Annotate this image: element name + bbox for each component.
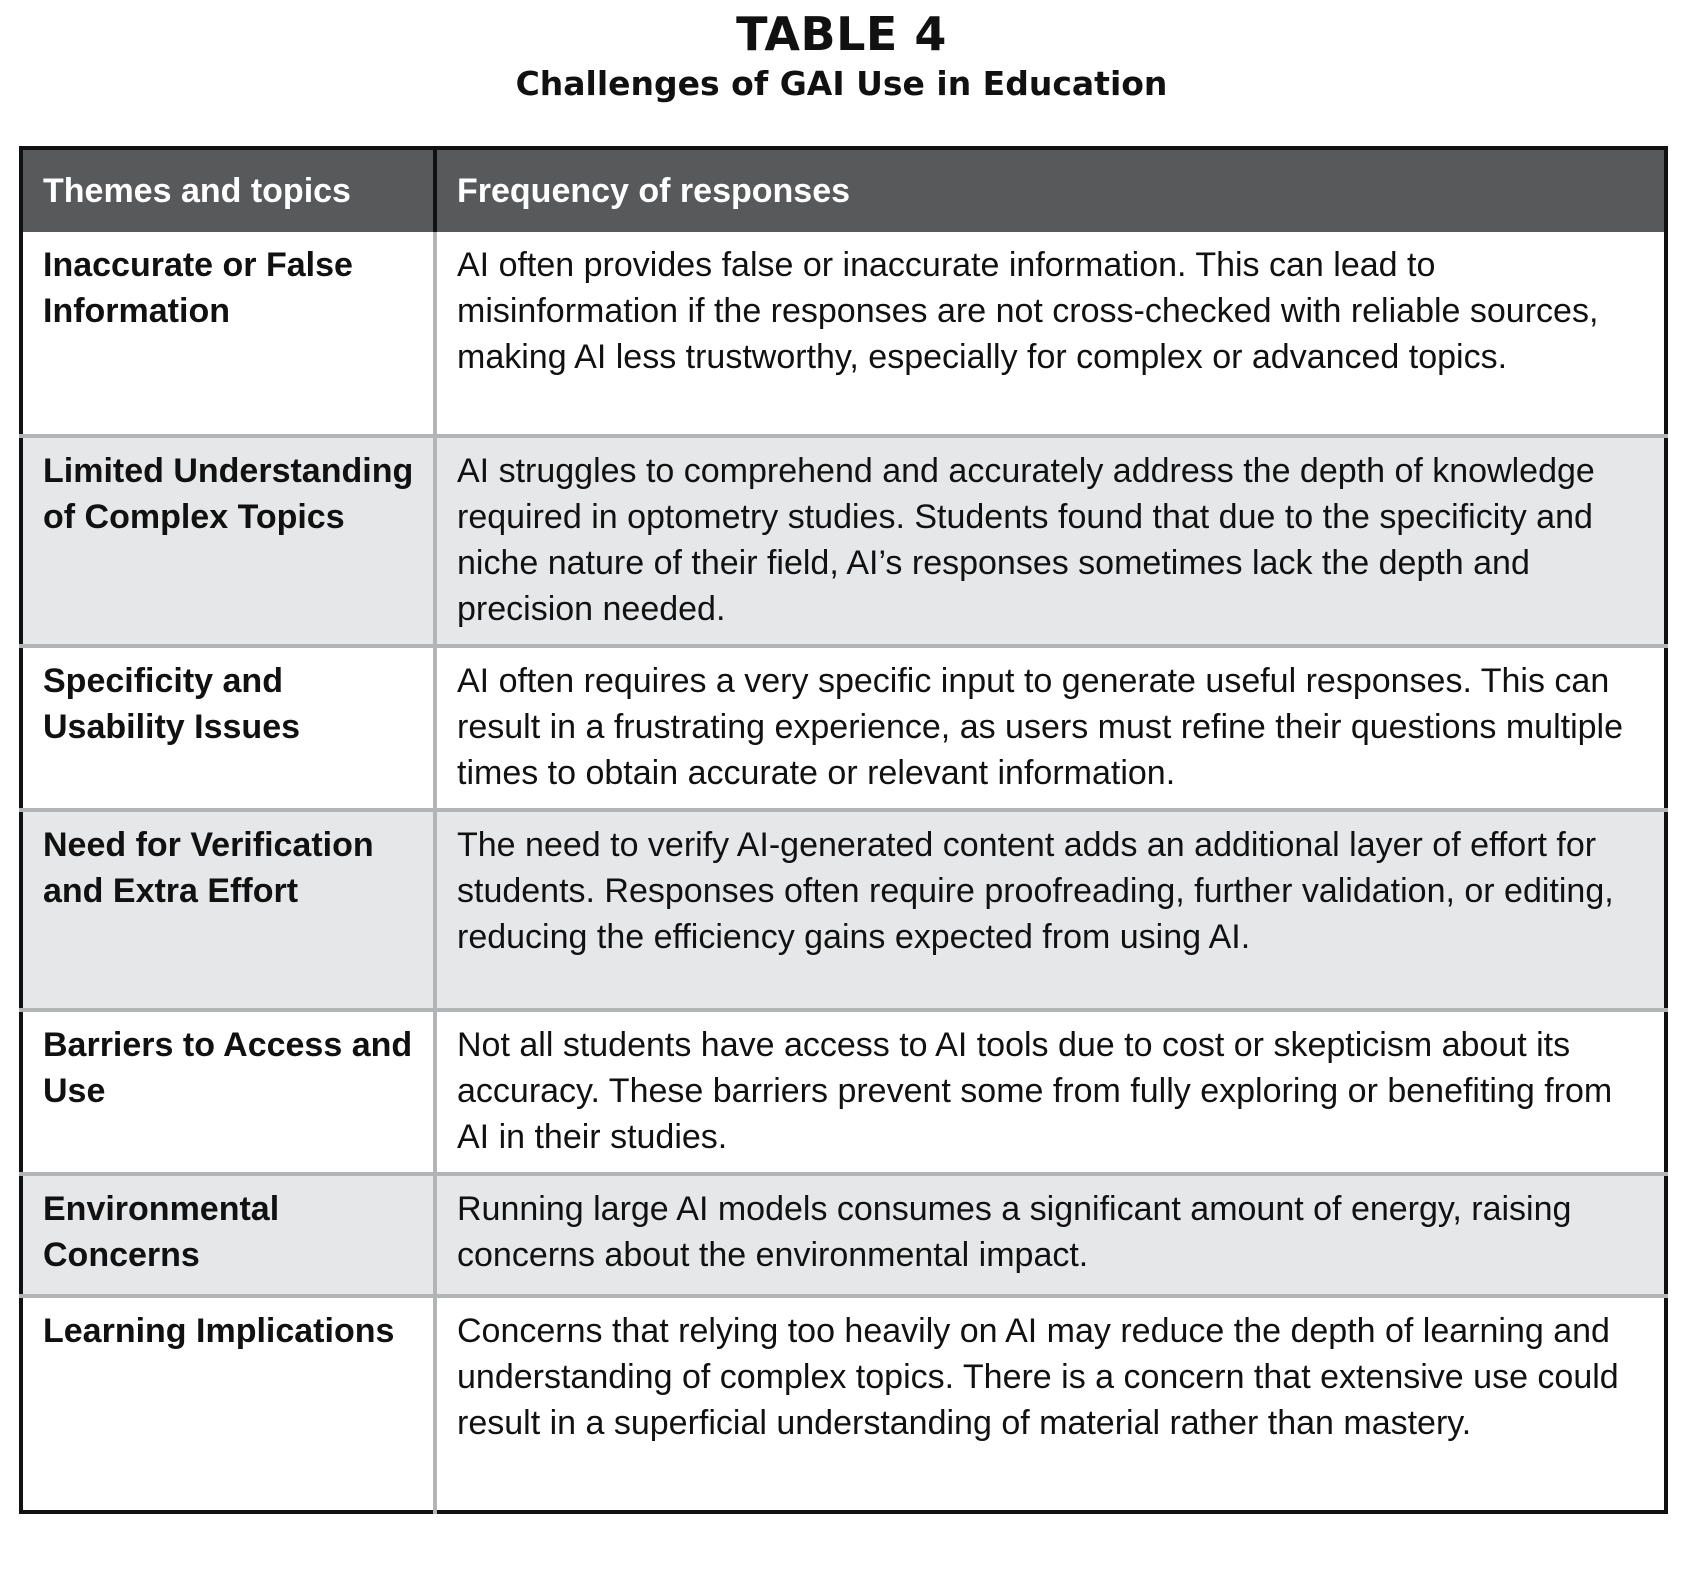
table-row bbox=[21, 1174, 1666, 1296]
table-row bbox=[21, 436, 1666, 646]
theme-cell: Specificity and Usability Issues bbox=[21, 646, 435, 810]
table-row bbox=[21, 232, 1666, 436]
table-row bbox=[21, 810, 1666, 1010]
theme-cell: Inaccurate or False Information bbox=[21, 232, 435, 436]
theme-cell: Barriers to Access and Use bbox=[21, 1010, 435, 1174]
table-header bbox=[21, 148, 1666, 232]
description-cell: Concerns that relying too heavily on AI may reduce the depth of learning and understanding of complex topics. There is a concern that extensive use could result in a superficial understanding of material rather than mastery. bbox=[435, 1296, 1666, 1512]
description-cell: AI often provides false or inaccurate information. This can lead to misinformation if the responses are not cross-checked with reliable sources, making AI less trustworthy, especially for complex or advanced topics. bbox=[435, 232, 1666, 436]
description-cell: The need to verify AI-generated content adds an additional layer of effort for students. Responses often require proofreading, further validation, or editing, reducing the efficiency gains expected from using AI. bbox=[435, 810, 1666, 1010]
table-body bbox=[21, 232, 1666, 1512]
description-cell: Not all students have access to AI tools due to cost or skepticism about its accuracy. These barriers prevent some from fully exploring or benefiting from AI in their studies. bbox=[435, 1010, 1666, 1174]
table-row bbox=[21, 646, 1666, 810]
table-subtitle: Challenges of GAI Use in Education bbox=[515, 64, 1168, 103]
table-title: TABLE 4 bbox=[736, 7, 947, 61]
description-cell: AI struggles to comprehend and accurately address the depth of knowledge required in optometry studies. Students found that due to the specificity and niche nature of their field, AI’s responses sometimes lack the depth and precision needed. bbox=[435, 436, 1666, 646]
theme-cell: Environmental Concerns bbox=[21, 1174, 435, 1296]
challenges-table bbox=[19, 146, 1668, 1514]
table-row bbox=[21, 1296, 1666, 1512]
column-header-frequency: Frequency of responses bbox=[435, 148, 1666, 232]
column-header-themes: Themes and topics bbox=[21, 148, 435, 232]
theme-cell: Learning Implications bbox=[21, 1296, 435, 1512]
theme-cell: Need for Verification and Extra Effort bbox=[21, 810, 435, 1010]
description-cell: AI often requires a very specific input to generate useful responses. This can result in a frustrating experience, as users must refine their questions multiple times to obtain accurate or relevant information. bbox=[435, 646, 1666, 810]
theme-cell: Limited Understanding of Complex Topics bbox=[21, 436, 435, 646]
description-cell: Running large AI models consumes a significant amount of energy, raising concerns about the environmental impact. bbox=[435, 1174, 1666, 1296]
table-row bbox=[21, 1010, 1666, 1174]
header-row bbox=[21, 148, 1666, 232]
